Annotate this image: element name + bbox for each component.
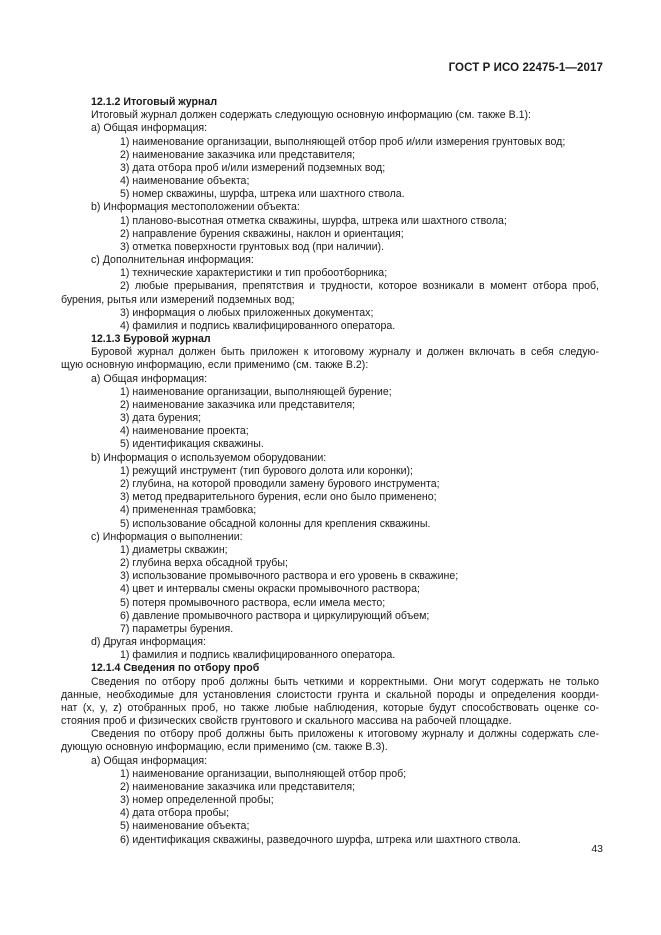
- page-number: 43: [591, 843, 603, 855]
- list-item: b) Информация местоположении объекта:: [91, 201, 300, 214]
- list-subitem: 1) диаметры скважин;: [120, 543, 228, 556]
- list-subitem: 4) цвет и интервалы смены окраски промывочного раствора;: [120, 583, 420, 596]
- list-subitem: 5) потеря промывочного раствора, если имела место;: [120, 596, 386, 609]
- list-item: b) Информация о используемом оборудовании:: [91, 451, 327, 464]
- list-item: а) Общая информация:: [91, 372, 208, 385]
- list-item: а) Общая информация:: [91, 754, 208, 767]
- list-subitem: 3) дата бурения;: [120, 412, 202, 425]
- list-subitem: 4) наименование объекта;: [120, 175, 250, 188]
- paragraph-line: бурения, рытья или измерений подземных вод;: [61, 293, 295, 306]
- list-subitem: 3) номер определенной пробы;: [120, 794, 274, 807]
- list-subitem: 3) отметка поверхности грунтовых вод (при наличии).: [120, 240, 384, 253]
- paragraph-line: Буровой журнал должен быть приложен к итоговому журналу и должен включать в себя следую-: [91, 346, 599, 359]
- document-id: ГОСТ Р ИСО 22475-1—2017: [448, 62, 603, 74]
- list-subitem: 6) идентификация скважины, разведочного шурфа, штрека или шахтного ствола.: [120, 833, 521, 846]
- list-subitem: 5) номер скважины, шурфа, штрека или шахтного ствола.: [120, 188, 405, 201]
- list-subitem: 1) фамилия и подпись квалифицированного оператора.: [120, 649, 396, 662]
- list-subitem: 3) использование промывочного раствора и его уровень в скважине;: [120, 570, 459, 583]
- list-subitem: 1) наименование организации, выполняющей отбор проб;: [120, 767, 407, 780]
- list-subitem: 2) наименование заказчика или представителя;: [120, 780, 356, 793]
- list-subitem: 5) наименование объекта;: [120, 820, 250, 833]
- list-subitem: 3) информация о любых приложенных документах;: [120, 306, 374, 319]
- list-subitem: 4) наименование проекта;: [120, 425, 249, 438]
- paragraph-line: Сведения по отбору проб должны быть приложены к итоговому журналу и должны содержать сле-: [91, 728, 599, 741]
- paragraph-line: Итоговый журнал должен содержать следующую основную информацию (см. также В.1):: [91, 109, 531, 122]
- list-subitem: 5) использование обсадной колонны для крепления скважины.: [120, 517, 431, 530]
- list-subitem: 1) планово-высотная отметка скважины, шурфа, штрека или шахтного ствола;: [120, 214, 507, 227]
- list-subitem: 1) наименование организации, выполняющей бурение;: [120, 385, 392, 398]
- list-subitem: 2) глубина верха обсадной трубы;: [120, 557, 288, 570]
- list-subitem: 2) направление бурения скважины, наклон и ориентация;: [120, 227, 404, 240]
- list-item: с) Информация о выполнении:: [91, 530, 243, 543]
- section-heading: 12.1.3 Буровой журнал: [91, 333, 211, 346]
- list-subitem: 4) дата отбора пробы;: [120, 807, 230, 820]
- list-subitem: 5) идентификация скважины.: [120, 438, 264, 451]
- list-item: d) Другая информация:: [91, 636, 206, 649]
- list-subitem: 2) любые прерывания, препятствия и трудности, которое возникали в момент отбора проб,: [120, 280, 599, 293]
- paragraph-line: стояния проб и физических свойств грунтового и скального массива на рабочей площадке.: [61, 715, 512, 728]
- paragraph-line: дующую основную информацию, если применимо (см. также В.3).: [61, 741, 388, 754]
- list-subitem: 3) метод предварительного бурения, если оно было применено;: [120, 491, 437, 504]
- paragraph-line: нат (x, y, z) отобранных проб, но также любые наблюдения, которые будут способствовать оценке со-: [61, 701, 599, 714]
- list-item: с) Дополнительная информация:: [91, 254, 254, 267]
- list-subitem: 3) дата отбора проб и/или измерений подземных вод;: [120, 161, 386, 174]
- list-subitem: 1) режущий инструмент (тип бурового долота или коронки);: [120, 464, 413, 477]
- list-subitem: 4) фамилия и подпись квалифицированного оператора.: [120, 319, 396, 332]
- list-subitem: 2) глубина, на которой проводили замену бурового инструмента;: [120, 477, 440, 490]
- section-heading: 12.1.2 Итоговый журнал: [91, 96, 218, 108]
- list-subitem: 2) наименование заказчика или представителя;: [120, 148, 356, 161]
- paragraph-line: данные, необходимые для установления слоистости грунта и скальной породы и определения коорди-: [61, 688, 599, 701]
- list-item: а) Общая информация:: [91, 122, 208, 135]
- list-subitem: 2) наименование заказчика или представителя;: [120, 398, 356, 411]
- document-body: [61, 96, 599, 847]
- list-subitem: 6) давление промывочного раствора и циркулирующий объем;: [120, 609, 430, 622]
- list-subitem: 1) наименование организации, выполняющей отбор проб и/или измерения грунтовых вод;: [120, 135, 566, 148]
- section-heading: 12.1.4 Сведения по отбору проб: [91, 662, 260, 675]
- paragraph-line: щую основную информацию, если применимо (см. также В.2):: [61, 359, 369, 372]
- list-subitem: 4) примененная трамбовка;: [120, 504, 257, 517]
- paragraph-line: Сведения по отбору проб должны быть четкими и корректными. Они могут содержать не только: [91, 675, 599, 688]
- list-subitem: 7) параметры бурения.: [120, 622, 234, 635]
- list-subitem: 1) технические характеристики и тип пробоотборника;: [120, 267, 388, 280]
